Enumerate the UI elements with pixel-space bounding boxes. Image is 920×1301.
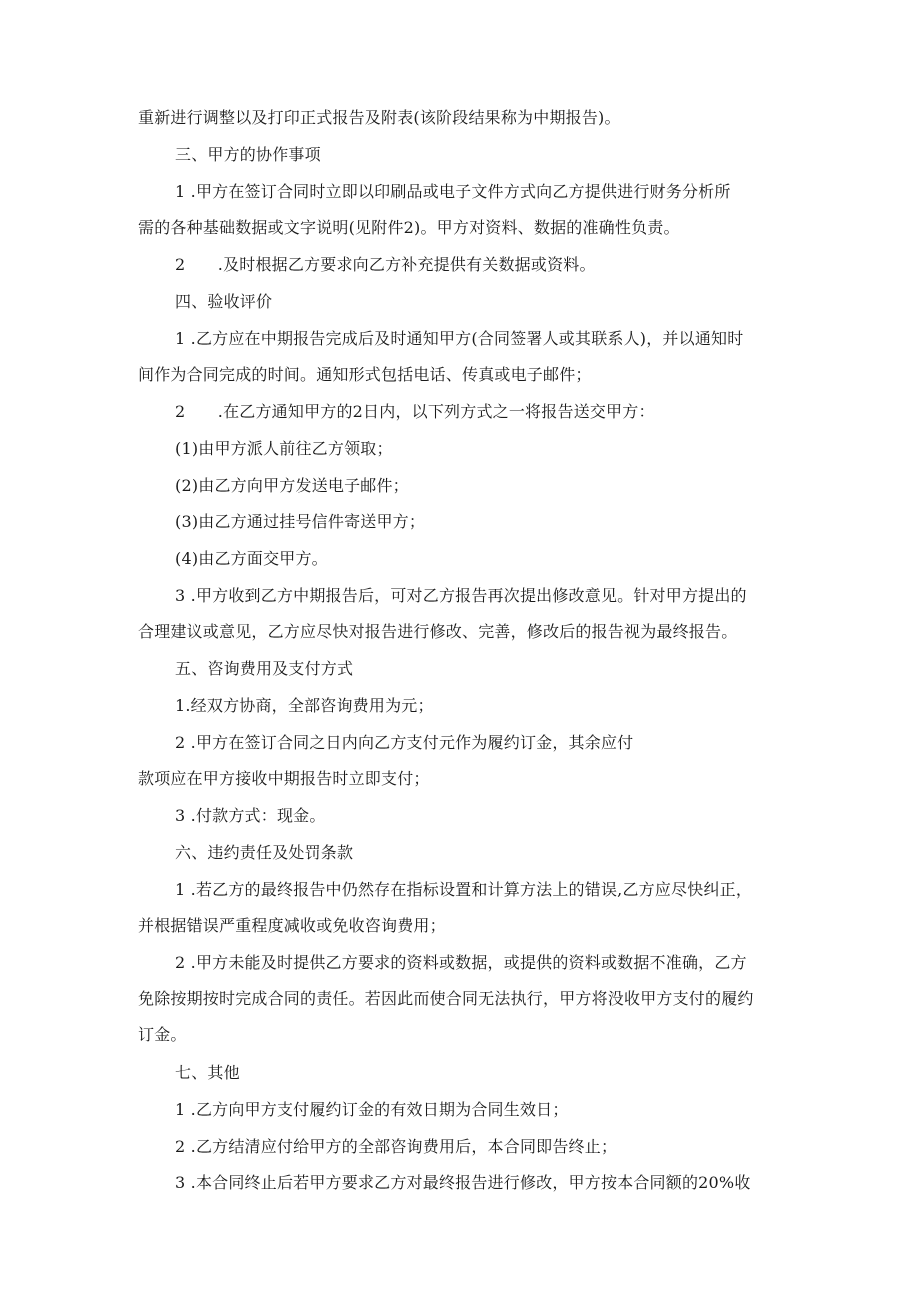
text-line: 1.经双方协商，全部咨询费用为元； (175, 696, 434, 715)
text-line: (2)由乙方向甲方发送电子邮件； (175, 476, 409, 495)
text-line: 1 .乙方应在中期报告完成后及时通知甲方(合同签署人或其联系人)，并以通知时 (175, 329, 744, 348)
section-heading: 四、验收评价 (175, 292, 273, 311)
text-line: 免除按期按时完成合同的责任。若因此而使合同无法执行，甲方将没收甲方支付的履约 (138, 989, 754, 1008)
text-line: 2 .甲方未能及时提供乙方要求的资料或数据，或提供的资料或数据不准确，乙方 (175, 953, 747, 972)
text-line: 3 .本合同终止后若甲方要求乙方对最终报告进行修改，甲方按本合同额的20%收 (175, 1173, 751, 1192)
section-heading: 七、其他 (175, 1063, 240, 1082)
section-heading: 三、甲方的协作事项 (175, 145, 321, 164)
text-line: 并根据错误严重程度减收或免收咨询费用； (138, 916, 446, 935)
text-line: 款项应在甲方接收中期报告时立即支付； (138, 769, 430, 788)
text-line: 合理建议或意见，乙方应尽快对报告进行修改、完善，修改后的报告视为最终报告。 (138, 622, 738, 641)
text-line: 1 .乙方向甲方支付履约订金的有效日期为合同生效日； (175, 1100, 569, 1119)
text-line: (3)由乙方通过挂号信件寄送甲方； (175, 512, 426, 531)
text-line: 2 .及时根据乙方要求向乙方补充提供有关数据或资料。 (175, 255, 596, 274)
text-line: 1 .若乙方的最终报告中仍然存在指标设置和计算方法上的错误,乙方应尽快纠正， (175, 880, 753, 899)
text-line: 订金。 (138, 1025, 187, 1044)
text-line: (4)由乙方面交甲方。 (175, 549, 328, 568)
text-line: 2 .在乙方通知甲方的2日内，以下列方式之一将报告送交甲方： (175, 402, 655, 421)
text-line: 2 .乙方结清应付给甲方的全部咨询费用后，本合同即告终止； (175, 1137, 618, 1156)
text-line: 2 .甲方在签订合同之日内向乙方支付元作为履约订金，其余应付 (175, 733, 634, 752)
text-line: 重新进行调整以及打印正式报告及附表(该阶段结果称为中期报告)。 (138, 108, 621, 127)
text-line: 1 .甲方在签订合同时立即以印刷品或电子文件方式向乙方提供进行财务分析所 (175, 182, 731, 201)
text-line: (1)由甲方派人前往乙方领取； (175, 439, 393, 458)
text-line: 间作为合同完成的时间。通知形式包括电话、传真或电子邮件； (138, 365, 592, 384)
text-line: 需的各种基础数据或文字说明(见附件2)。甲方对资料、数据的准确性负责。 (138, 218, 680, 237)
section-heading: 六、违约责任及处罚条款 (175, 843, 354, 862)
text-line: 3 .甲方收到乙方中期报告后，可对乙方报告再次提出修改意见。针对甲方提出的 (175, 586, 747, 605)
section-heading: 五、咨询费用及支付方式 (175, 659, 354, 678)
text-line: 3 .付款方式：现金。 (175, 806, 326, 825)
